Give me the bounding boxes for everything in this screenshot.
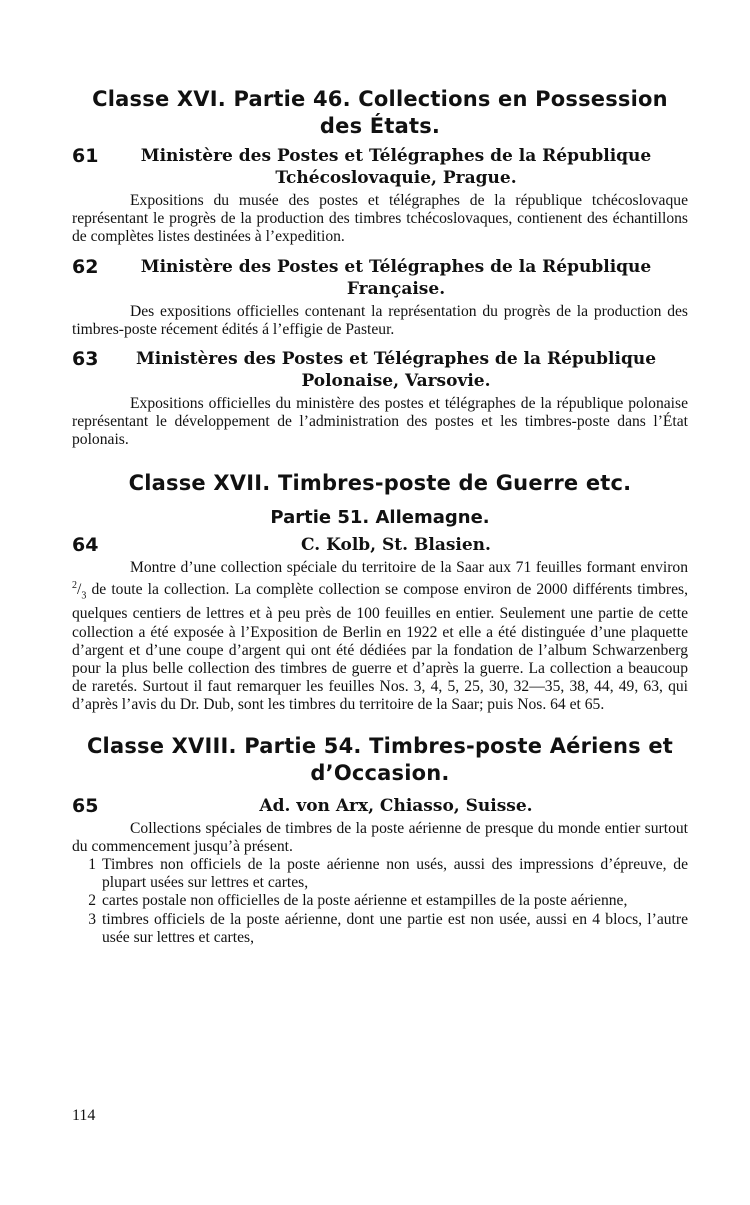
entry-title: Ministère des Postes et Télégraphes de la République Tchécoslovaquie, Prague.	[140, 146, 652, 188]
list-item	[72, 856, 688, 892]
entry-title: Ministères des Postes et Télégraphes de la République Polonaise, Varsovie.	[135, 349, 657, 392]
entry-text: Des expositions officielles contenant la représentation du progrès de la production des timbres-poste récement édités á l’effigie de Pasteur.	[72, 302, 688, 338]
entry-text: Expositions officielles du ministère des postes et télégraphes de la république polonaise représentant le développement de l’administration des postes et les timbres-poste dans l’État polonais.	[72, 395, 688, 449]
entry-number: 61	[72, 145, 99, 167]
list-text: cartes postale non officielles de la poste aérienne et estampilles de la poste aérienne,	[102, 892, 628, 910]
entry-text: Collections spéciales de timbres de la poste aérienne de presque du monde entier surtout du commencement jusqu’à présent.	[72, 819, 688, 855]
page-number: 114	[72, 1107, 96, 1124]
class-heading-xvi: Classe XVI. Partie 46. Collections en Possession des États.	[92, 87, 668, 138]
fraction-denominator: 3	[81, 590, 87, 602]
class-heading-xviii: Classe XVIII. Partie 54. Timbres-poste Aériens et d’Occasion.	[86, 733, 674, 785]
entry-number: 65	[72, 794, 99, 817]
list-text: timbres officiels de la poste aérienne, dont une partie est non usée, aussi en 4 blocs, l’autre usée sur lettres et cartes,	[102, 910, 688, 946]
list-item	[72, 911, 688, 947]
page-content	[72, 86, 688, 956]
entry-number: 62	[72, 255, 99, 278]
list-item	[72, 892, 688, 910]
partie-heading: Partie 51. Allemagne.	[270, 506, 490, 528]
list-number: 1	[88, 855, 96, 873]
entry-62	[72, 256, 688, 339]
entry-63	[72, 348, 688, 450]
entry-title: Ad. von Arx, Chiasso, Suisse.	[259, 795, 533, 816]
fraction-numerator: 2	[72, 579, 77, 591]
entry-text-part: de toute la collection. La complète collection se compose environ de 2000 différents timbres, quelques centiers de lettres et à peu près de 100 feuilles en entier. Seulement une partie de cette collection a été exposée à l’Exposition de Berlin en 1922 et elle a été distinguée d’une plaquette d’argent et d’une coupe d’argent qui ont été dédiées par la fondation de l’album Schwarzenberg pour la plus belle collection des timbres de guerre et d’après la guerre. La collection a beaucoup de raretés. Surtout il faut remarquer les feuilles Nos. 3, 4, 5, 25, 30, 32—35, 38, 44, 49, 63, qui d’après l’avis du Dr. Dub, sont les timbres du territoire de la Saar; puis Nos. 64 et 65.	[72, 581, 688, 714]
entry-64	[72, 534, 688, 715]
list-number: 3	[88, 910, 96, 928]
numbered-list	[72, 856, 688, 947]
list-text: Timbres non officiels de la poste aérienne non usés, aussi des impressions d’épreuve, de plupart usées sur lettres et cartes,	[102, 855, 688, 892]
entry-title: C. Kolb, St. Blasien.	[301, 534, 491, 555]
entry-text: Expositions du musée des postes et télégraphes de la république tchécoslovaque représentant le progrès de la production des timbres tchécoslovaques, contienent des échantillons de complètes listes destinées à l’expedition.	[72, 192, 688, 246]
entry-65	[72, 795, 688, 947]
entry-number: 63	[72, 348, 99, 371]
list-number: 2	[88, 892, 96, 910]
entry-title: Ministère des Postes et Télégraphes de la République Française.	[140, 256, 652, 299]
class-heading-xvii: Classe XVII. Timbres-poste de Guerre etc.	[128, 470, 632, 495]
entry-text-part: Montre d’une collection spéciale du territoire de la Saar aux 71 feuilles formant environ	[130, 558, 688, 576]
entry-61	[72, 145, 688, 247]
entry-text: Montre d’une collection spéciale du territoire de la Saar aux 71 feuilles formant environ $^2/_3$ de toute la collection. La complète collection se compose environ de 2000 différents timbres, quelques centiers de lettres et à peu près de 100 feuilles en entier. Seulement une partie de cette collection a été exposée à l’Exposition de Berlin en 1922 et elle a été distinguée d’une plaquette d’argent et d’une coupe d’argent qui ont été dédiées par la fondation de l’album Schwarzenberg pour la plus belle collection des timbres de guerre et d’après la guerre. La collection a beaucoup de raretés. Surtout il faut remarquer les feuilles Nos. 3, 4, 5, 25, 30, 32—35, 38, 44, 49, 63, qui d’après l’avis du Dr. Dub, sont les timbres du territoire de la Saar; puis Nos. 64 et 65.	[72, 558, 688, 714]
entry-number: 64	[72, 533, 99, 556]
